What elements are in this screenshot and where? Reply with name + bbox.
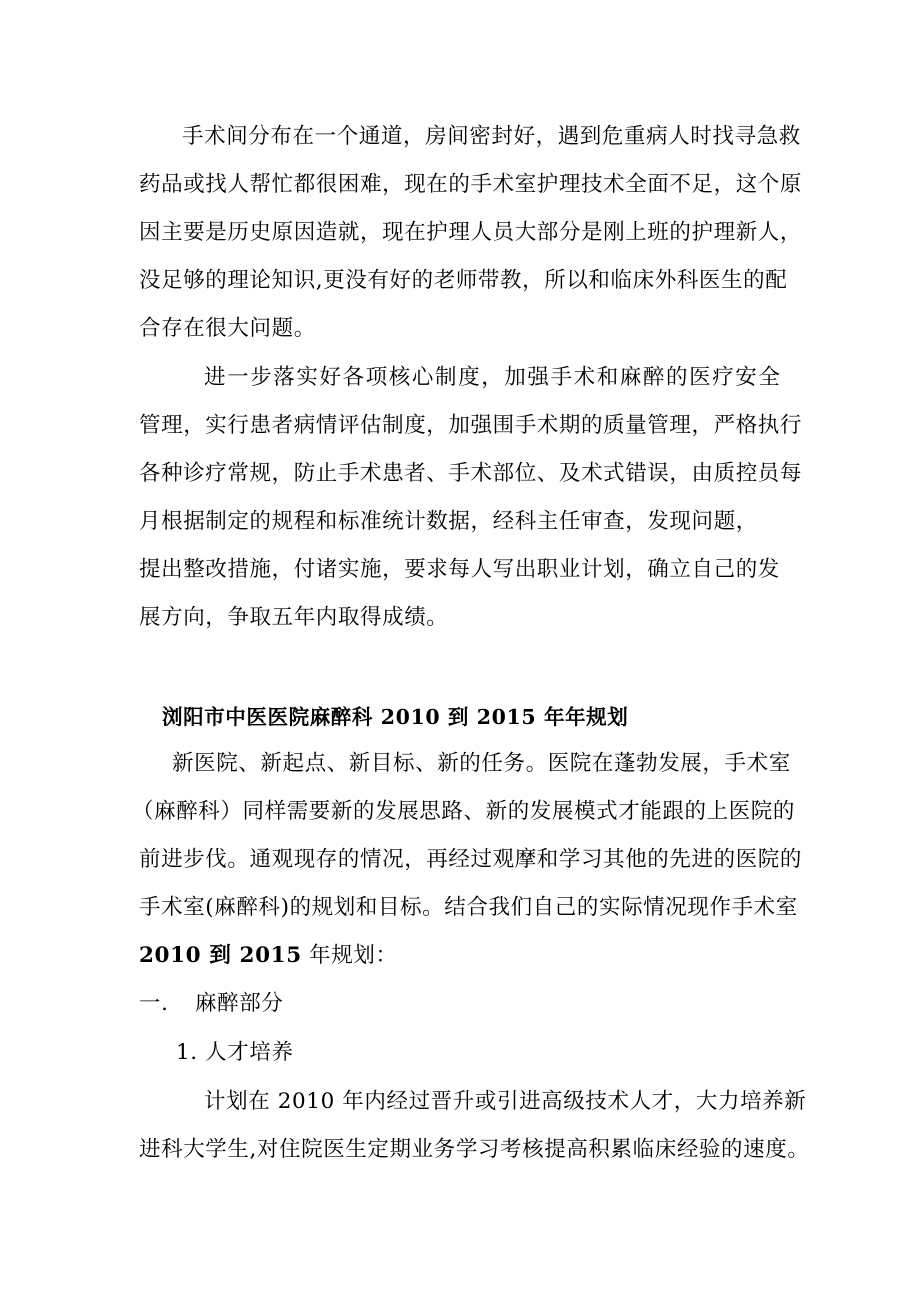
- paragraph-2-line-4: 月根据制定的规程和标准统计数据，经科主任审查，发现问题，: [139, 509, 758, 534]
- heading-2-label: 人才培养: [205, 1040, 294, 1065]
- paragraph-1-line-3: 因主要是历史原因造就，现在护理人员大部分是刚上班的护理新人，: [139, 220, 803, 245]
- plan-years-rest: 年规划：: [301, 943, 398, 968]
- paragraph-3-line-1: 新医院、新起点、新目标、新的任务。医院在蓬勃发展，手术室: [172, 751, 791, 776]
- paragraph-3-line-5: [139, 941, 398, 971]
- heading-talent-training: [176, 1038, 294, 1068]
- heading-anesthesia-section: [139, 989, 283, 1019]
- paragraph-4-line-2: 进科大学生,对住院医生定期业务学习考核提高积累临床经验的速度。: [139, 1137, 810, 1162]
- paragraph-3-line-4: 手术室(麻醉科)的规划和目标。结合我们自己的实际情况现作手术室: [139, 895, 798, 920]
- paragraph-1-line-2: 药品或找人帮忙都很困难，现在的手术室护理技术全面不足，这个原: [139, 172, 803, 197]
- section-title: 浏阳市中医医院麻醉科 2010 到 2015 年年规划: [162, 705, 629, 729]
- heading-1-label: 麻醉部分: [195, 991, 284, 1016]
- paragraph-2-line-2: 管理，实行患者病情评估制度，加强围手术期的质量管理，严格执行: [139, 413, 803, 438]
- paragraph-3-line-2: （麻醉科）同样需要新的发展思路、新的发展模式才能跟的上医院的: [132, 799, 796, 824]
- paragraph-3-line-3: 前进步伐。通观现存的情况，再经过观摩和学习其他的先进的医院的: [139, 847, 803, 872]
- paragraph-1-line-5: 合存在很大问题。: [139, 316, 316, 341]
- paragraph-4-line-1: 计划在 2010 年内经过晋升或引进高级技术人才，大力培养新: [204, 1089, 807, 1114]
- paragraph-1-line-1: 手术间分布在一个通道，房间密封好，遇到危重病人时找寻急救: [182, 124, 801, 149]
- paragraph-2-line-3: 各种诊疗常规，防止手术患者、手术部位、及术式错误，由质控员每: [139, 461, 803, 486]
- plan-years-bold: 2010 到 2015: [139, 943, 302, 968]
- paragraph-2-line-5: 提出整改措施，付诸实施，要求每人写出职业计划，确立自己的发: [139, 557, 780, 582]
- paragraph-2-line-6: 展方向，争取五年内取得成绩。: [139, 605, 449, 630]
- paragraph-2-line-1: 进一步落实好各项核心制度，加强手术和麻醉的医疗安全: [204, 365, 782, 390]
- paragraph-1-line-4: 没足够的理论知识,更没有好的老师带教，所以和临床外科医生的配: [139, 268, 788, 293]
- heading-2-number: 1.: [176, 1040, 198, 1065]
- heading-1-number: 一.: [139, 991, 169, 1016]
